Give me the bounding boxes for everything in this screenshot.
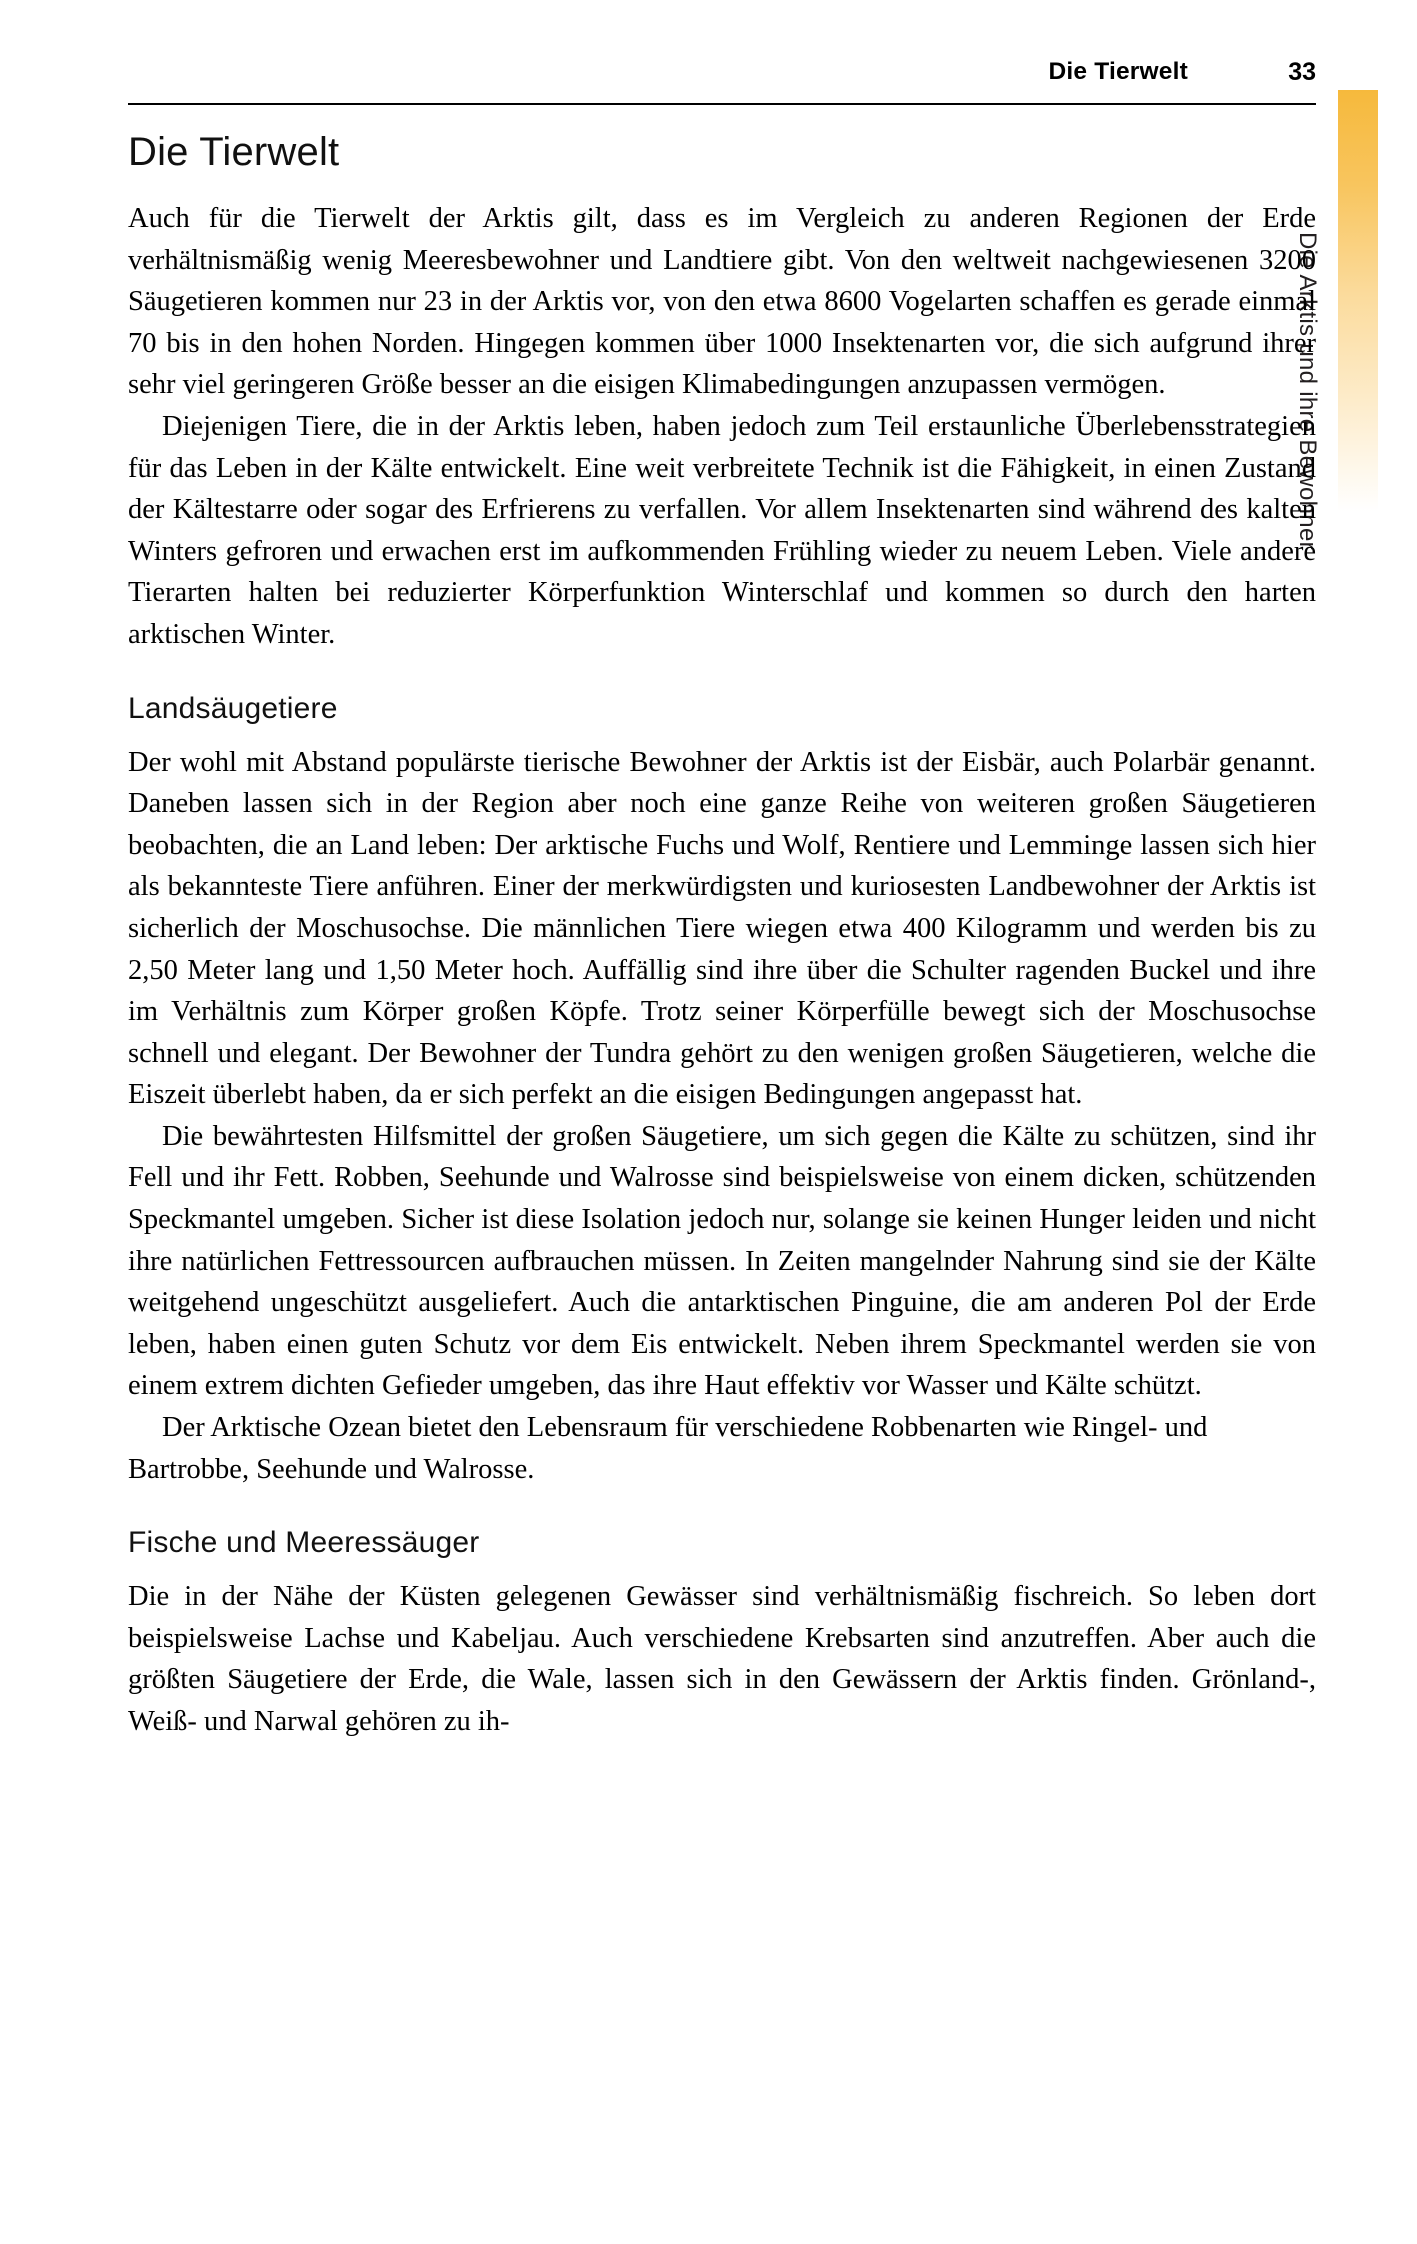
paragraph: Die bewährtesten Hilfsmittel der großen Säugetiere, um sich gegen die Kälte zu schützen, sind ihr Fell und ihr Fett. Robben, Seehunde und Walrosse sind beispielsweise von einem dicken, schützenden Speckmantel umgeben. Sicher ist diese Isolation jedoch nur, solange sie keinen Hunger leiden und nicht ihre natürlichen Fettressourcen aufbrauchen müssen. In Zeiten mangelnder Nahrung sind sie der Kälte weitgehend ungeschützt ausgeliefert. Auch die antarktischen Pinguine, die am anderen Pol der Erde leben, haben einen guten Schutz vor dem Eis entwickelt. Neben ihrem Speckmantel werden sie von einem extrem dichten Gefieder umgeben, das ihre Haut effektiv vor Wasser und Kälte schützt. — [128, 1120, 1316, 1402]
header-rule — [128, 103, 1316, 105]
running-head — [128, 58, 1316, 100]
text-column — [128, 128, 1316, 1743]
paragraph: Diejenigen Tiere, die in der Arktis leben, haben jedoch zum Teil erstaunliche Überlebensstrategien für das Leben in der Kälte entwickelt. Eine weit verbreitete Technik ist die Fähigkeit, in einen Zustand der Kältestarre oder sogar des Erfrierens zu verfallen. Vor allem Insektenarten sind während des kalten Winters gefroren und erwachen erst im aufkommenden Frühling wieder zu neuem Leben. Viele andere Tierarten halten bei reduzierter Körperfunktion Winterschlaf und kommen so durch den harten arktischen Winter. — [128, 410, 1316, 650]
paragraph: Auch für die Tierwelt der Arktis gilt, dass es im Vergleich zu anderen Regionen der Erde verhältnismäßig wenig Meeresbewohner und Landtiere gibt. Von den weltweit nachgewiesenen 3200 Säugetieren kommen nur 23 in der Arktis vor, von den etwa 8600 Vogelarten schaffen es gerade einmal 70 bis in den hohen Norden. Hingegen kommen über 1000 Insektenarten vor, die sich aufgrund ihrer sehr viel geringeren Größe besser an die eisigen Klimabedingungen anzupassen vermögen. — [128, 203, 1316, 401]
paragraph: Der wohl mit Abstand populärste tierische Bewohner der Arktis ist der Eisbär, auch Polarbär genannt. Daneben lassen sich in der Region aber noch eine ganze Reihe von weiteren großen Säugetieren beobachten, die an Land leben: Der arktische Fuchs und Wolf, Rentiere und Lemminge lassen sich hier als bekannteste Tiere anführen. Einer der merkwürdigsten und kuriosesten Landbewohner der Arktis ist sicherlich der Moschusochse. Die männlichen Tiere wiegen etwa 400 Kilogramm und werden bis zu 2,50 Meter lang und 1,50 Meter hoch. Auffällig sind ihre über die Schulter ragenden Buckel und ihre im Verhältnis zum Körper großen Köpfe. Trotz seiner Körperfülle bewegt sich der Moschusochse schnell und elegant. Der Bewohner der Tundra gehört zu den wenigen großen Säugetieren, welche die Eiszeit überlebt haben, da er sich perfekt an die eisigen Bedingungen angepasst hat. — [128, 746, 1316, 1111]
page-number: 33 — [1288, 58, 1316, 86]
chapter-thumb-label: Die Arktis und ihre Bewohner — [1294, 232, 1321, 550]
section-heading-fische-und-meeressaeuger: Fische und Meeressäuger — [128, 1526, 480, 1560]
paragraph: Der Arktische Ozean bietet den Lebensraum für verschiedene Robbenarten wie Ringel- und Bartrobbe, Seehunde und Walrosse. — [128, 1412, 1208, 1485]
chapter-thumb-tab — [1338, 90, 1378, 770]
section-heading-landsaeugetiere: Landsäugetiere — [128, 691, 338, 725]
running-head-title: Die Tierwelt — [1048, 58, 1188, 85]
paragraph: Die in der Nähe der Küsten gelegenen Gewässer sind verhältnismäßig fischreich. So leben dort beispielsweise Lachse und Kabeljau. Auch verschiedene Krebsarten sind anzutreffen. Aber auch die größten Säugetiere der Erde, die Wale, lassen sich in den Gewässern der Arktis finden. Grönland-, Weiß- und Narwal gehören zu ih- — [128, 1581, 1316, 1737]
page-title: Die Tierwelt — [128, 130, 340, 174]
